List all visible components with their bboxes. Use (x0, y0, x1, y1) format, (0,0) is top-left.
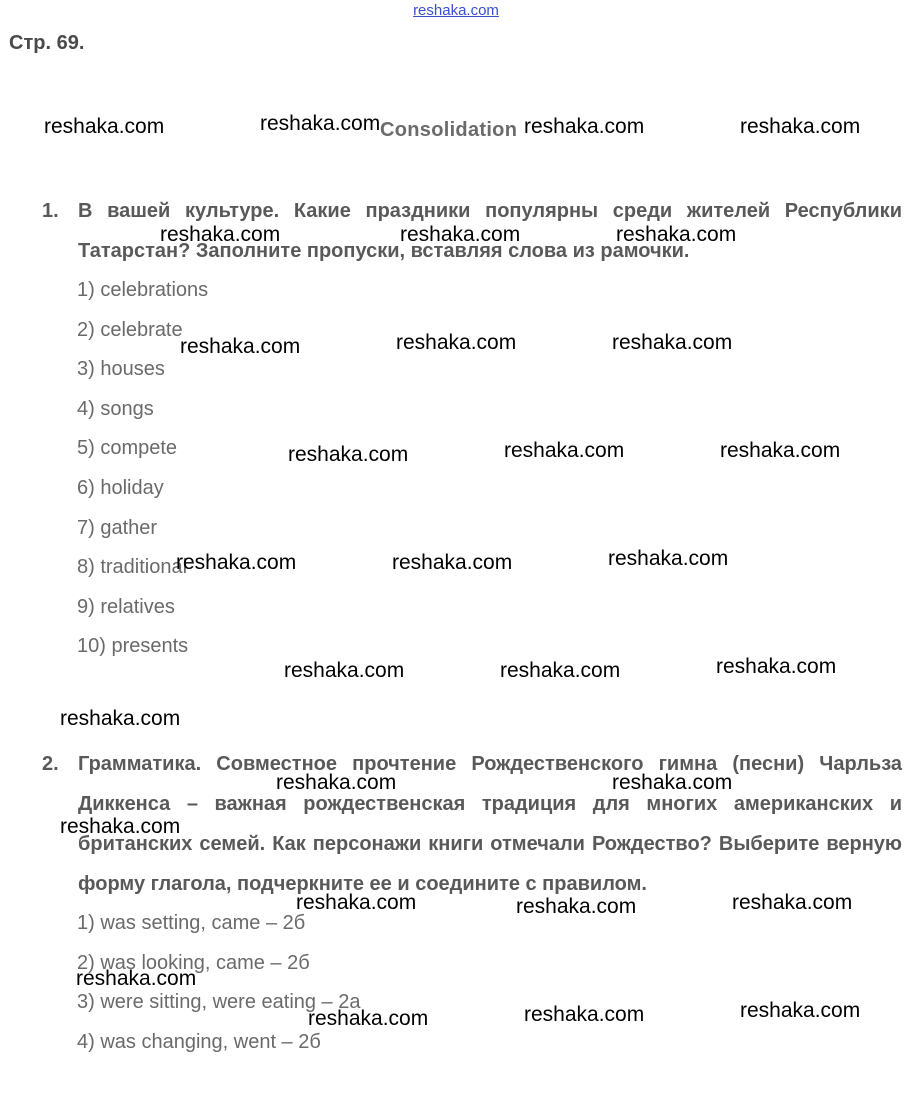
watermark: reshaka.com (180, 335, 301, 358)
watermark: reshaka.com (516, 895, 637, 918)
watermark: reshaka.com (716, 655, 837, 678)
task-1-number: 1. (42, 200, 59, 222)
watermark: reshaka.com (44, 115, 165, 138)
watermark: reshaka.com (504, 439, 625, 462)
watermark: reshaka.com (296, 891, 417, 914)
watermark: reshaka.com (608, 547, 729, 570)
answer-item: 4) songs (77, 397, 154, 420)
watermark: reshaka.com (740, 999, 861, 1022)
watermark: reshaka.com (276, 771, 397, 794)
answer-item: 1) was setting, came – 2б (77, 912, 306, 934)
task-1 (40, 191, 902, 667)
section-title: Consolidation (380, 119, 518, 141)
task-2-instruction: Грамматика. Совместное прочтение Рождественского гимна (песни) Чарльза Диккенса – важная рождественская традиция для многих американских и британских семей. Как персонажи книги отмечали Рождество? Выберите верную форму глагола, подчеркните ее и соедините с правилом. (78, 753, 902, 895)
answer-item: 1) celebrations (77, 279, 209, 301)
watermark: reshaka.com (260, 112, 381, 135)
watermark: reshaka.com (284, 659, 405, 682)
answer-item: 2) celebrate (77, 318, 183, 341)
answer-item: 4) was changing, went – 2б (77, 1030, 321, 1053)
watermark: reshaka.com (732, 891, 853, 914)
site-header-link[interactable]: reshaka.com (413, 2, 499, 19)
watermark: reshaka.com (612, 331, 733, 354)
watermark: reshaka.com (308, 1007, 429, 1030)
watermark: reshaka.com (60, 815, 181, 838)
answer-item: 3) were sitting, were eating – 2а (77, 991, 361, 1014)
page-label: Стр. 69. (9, 32, 85, 54)
answer-item: 5) compete (77, 437, 178, 460)
watermark: reshaka.com (176, 551, 297, 574)
answer-item: 7) gather (77, 516, 158, 539)
answer-item: 8) traditional (77, 556, 188, 579)
watermark: reshaka.com (612, 771, 733, 794)
answer-item: 3) houses (77, 358, 165, 381)
task-2-number: 2. (42, 753, 59, 775)
task-2-answer-list (77, 904, 902, 1062)
watermark: reshaka.com (500, 659, 621, 682)
watermark: reshaka.com (60, 707, 181, 730)
watermark: reshaka.com (720, 439, 841, 462)
watermark: reshaka.com (524, 115, 645, 138)
answer-item: 9) relatives (77, 595, 175, 618)
watermark: reshaka.com (740, 115, 861, 138)
watermark: reshaka.com (392, 551, 513, 574)
watermark: reshaka.com (616, 223, 737, 246)
watermark: reshaka.com (396, 331, 517, 354)
watermark: reshaka.com (400, 223, 521, 246)
watermark: reshaka.com (160, 223, 281, 246)
watermark: reshaka.com (288, 443, 409, 466)
watermark: reshaka.com (76, 967, 197, 990)
answer-item: 10) presents (77, 635, 189, 658)
answer-item: 2) was looking, came – 2б (77, 951, 310, 974)
watermark: reshaka.com (524, 1003, 645, 1026)
answer-item: 6) holiday (77, 476, 164, 499)
task-1-instruction: В вашей культуре. Какие праздники популярны среди жителей Республики Татарстан? Заполните пропуски, вставляя слова из рамочки. (78, 200, 902, 262)
